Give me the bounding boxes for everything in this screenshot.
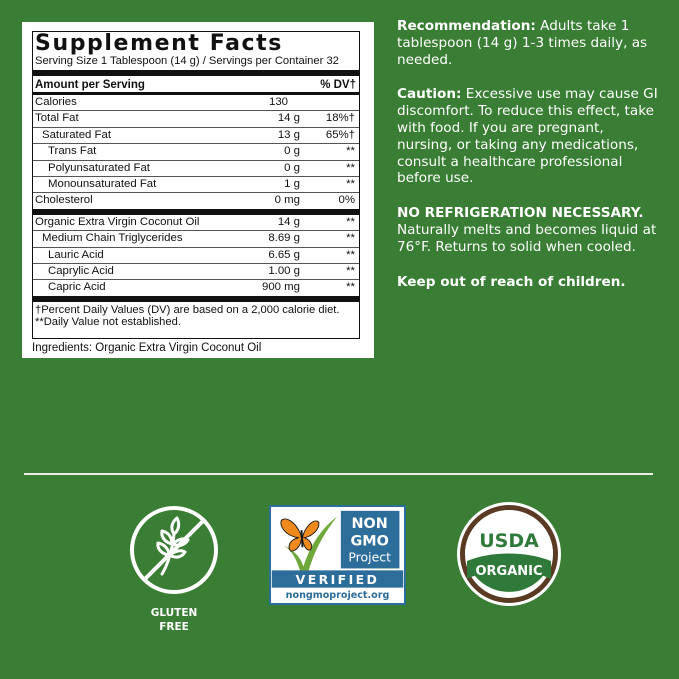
nutrient-amount: 13 g bbox=[277, 128, 300, 141]
ingredient-name: Capric Acid bbox=[48, 281, 106, 294]
amount-header bbox=[33, 76, 359, 92]
nutrient-dv: 18%† bbox=[325, 112, 355, 125]
non-gmo-project-logo bbox=[269, 505, 406, 605]
ingredient-row bbox=[33, 215, 359, 230]
nutrient-dv: ** bbox=[346, 177, 355, 190]
nutrient-name: Total Fat bbox=[35, 112, 79, 125]
ingredient-name: Organic Extra Virgin Coconut Oil bbox=[35, 215, 200, 228]
nutrient-amount: 0 g bbox=[284, 161, 300, 174]
ingredient-name: Medium Chain Triglycerides bbox=[42, 232, 183, 245]
usage-info bbox=[397, 18, 659, 308]
recommendation-label: Recommendation: bbox=[397, 18, 536, 34]
usda-organic-seal bbox=[456, 501, 562, 607]
ingredient-dv: ** bbox=[346, 264, 355, 277]
section-divider bbox=[24, 473, 653, 475]
nutrient-row bbox=[33, 110, 359, 126]
supplement-facts-table bbox=[32, 31, 360, 339]
caution-text: Excessive use may cause GI discomfort. To reduce this effect, take with food. If you are pregnant, nursing, or taking any medications, consult a healthcare professional before use. bbox=[397, 86, 658, 187]
nutrient-name: Calories bbox=[35, 96, 77, 108]
ingredient-amount: 900 mg bbox=[262, 281, 300, 294]
ingredient-name: Lauric Acid bbox=[48, 248, 104, 261]
supplement-facts-panel bbox=[22, 22, 374, 358]
ingredient-dv: ** bbox=[346, 215, 355, 228]
children-warning-paragraph bbox=[397, 274, 659, 291]
nutrient-amount: 0 mg bbox=[274, 194, 300, 207]
nutrient-row bbox=[33, 160, 359, 176]
nutrient-row bbox=[33, 176, 359, 192]
footnote-dv: †Percent Daily Values (DV) are based on a 2,000 calorie diet. bbox=[35, 303, 340, 316]
facts-title: Supplement Facts bbox=[35, 31, 283, 56]
gluten-free-icon bbox=[128, 504, 220, 596]
nutrient-name: Polyunsaturated Fat bbox=[48, 161, 150, 174]
children-warning: Keep out of reach of children. bbox=[397, 273, 626, 290]
gluten-free-line1: GLUTEN bbox=[150, 607, 198, 619]
nongmo-gmo-text: GMO bbox=[350, 533, 389, 550]
ingredient-row bbox=[33, 230, 359, 246]
organic-text: ORGANIC bbox=[475, 564, 543, 579]
nutrient-row bbox=[33, 127, 359, 143]
ingredient-amount: 1.00 g bbox=[268, 264, 300, 277]
caution-paragraph bbox=[397, 86, 659, 187]
ingredient-row bbox=[33, 263, 359, 279]
caution-label: Caution: bbox=[397, 86, 462, 103]
ingredient-amount: 8.69 g bbox=[268, 232, 300, 245]
refrigeration-label: NO REFRIGERATION NECESSARY. bbox=[397, 205, 644, 222]
ingredient-row bbox=[33, 247, 359, 263]
nutrient-amount: 1 g bbox=[284, 177, 300, 190]
serving-size: Serving Size 1 Tablespoon (14 g) / Servings per Container 32 bbox=[35, 55, 339, 67]
footnote-not-established: **Daily Value not established. bbox=[35, 316, 181, 329]
amount-per-serving-label: Amount per Serving bbox=[35, 79, 145, 91]
refrigeration-paragraph bbox=[397, 205, 659, 255]
ingredient-name: Caprylic Acid bbox=[48, 264, 114, 277]
nongmo-non-text: NON bbox=[351, 516, 388, 533]
ingredient-dv: ** bbox=[346, 248, 355, 261]
gluten-free-line2: FREE bbox=[159, 621, 189, 633]
nutrient-dv: ** bbox=[346, 161, 355, 174]
nutrient-row-calories bbox=[33, 95, 359, 110]
nutrient-amount: 14 g bbox=[277, 112, 300, 125]
nongmo-verified-text: VERIFIED bbox=[295, 571, 380, 587]
nongmo-url-text: nongmoproject.org bbox=[285, 590, 390, 602]
ingredient-dv: ** bbox=[346, 281, 355, 294]
nutrient-row bbox=[33, 192, 359, 208]
ingredient-dv: ** bbox=[346, 232, 355, 245]
nutrient-name: Monounsaturated Fat bbox=[48, 177, 157, 190]
refrigeration-text: Naturally melts and becomes liquid at 76°F. Returns to solid when cooled. bbox=[397, 221, 657, 255]
ingredient-amount: 14 g bbox=[277, 215, 300, 228]
ingredient-row bbox=[33, 279, 359, 295]
divider-bar bbox=[33, 296, 359, 302]
recommendation-text: Adults take 1 tablespoon (14 g) 1-3 times daily, as needed. bbox=[397, 18, 648, 68]
nutrient-amount: 130 bbox=[269, 96, 289, 108]
ingredients-line: Ingredients: Organic Extra Virgin Coconut Oil bbox=[32, 342, 262, 354]
nutrient-name: Saturated Fat bbox=[42, 128, 112, 141]
ingredient-amount: 6.65 g bbox=[268, 248, 300, 261]
nutrient-name: Cholesterol bbox=[35, 194, 93, 207]
dv-header-label: % DV† bbox=[320, 79, 356, 91]
nutrient-dv: 65%† bbox=[325, 128, 355, 141]
nutrient-dv: ** bbox=[346, 145, 355, 158]
recommendation-paragraph bbox=[397, 18, 659, 68]
nongmo-project-text: Project bbox=[348, 549, 391, 565]
nutrient-amount: 0 g bbox=[284, 145, 300, 158]
nutrient-dv: 0% bbox=[338, 194, 355, 207]
usda-text: USDA bbox=[479, 530, 539, 552]
nutrient-name: Trans Fat bbox=[48, 145, 97, 158]
nutrient-row bbox=[33, 143, 359, 159]
gluten-free-label bbox=[128, 606, 220, 634]
